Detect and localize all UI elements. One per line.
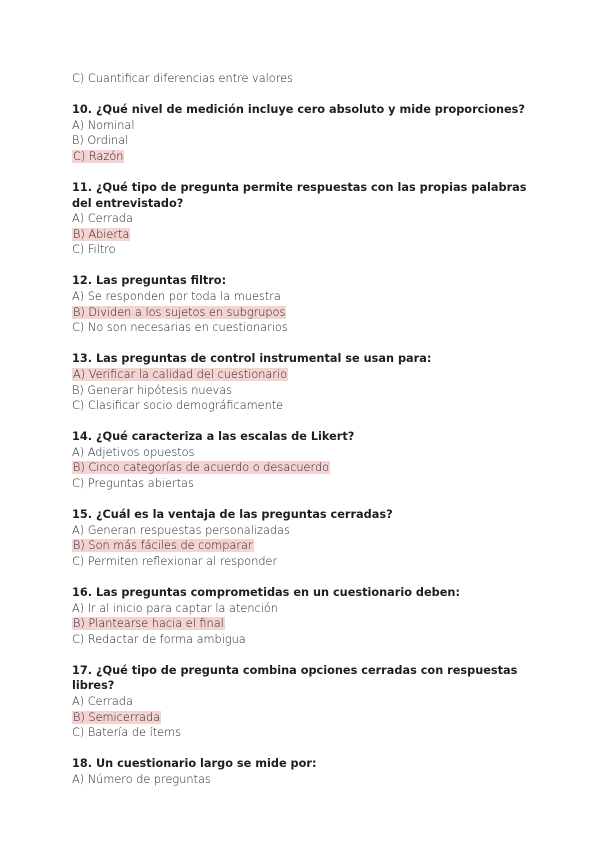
question-block (72, 585, 560, 647)
answer-option (72, 242, 560, 258)
answer-text: A) Número de preguntas (72, 772, 211, 786)
answer-text: A) Cerrada (72, 212, 133, 226)
answer-text: C) Clasificar socio demográficamente (72, 399, 284, 413)
question-title: 13. Las preguntas de control instrumental se usan para: (72, 352, 432, 366)
answer-text: C) Redactar de forma ambigua (72, 632, 246, 646)
answer-text: B) Ordinal (72, 134, 129, 148)
answer-text: A) Nominal (72, 118, 135, 132)
answer-text: C) Batería de ítems (72, 726, 182, 740)
answer-text: A) Se responden por toda la muestra (72, 290, 281, 304)
answer-option (72, 398, 560, 414)
question-title: 16. Las preguntas comprometidas en un cuestionario deben: (72, 585, 460, 599)
highlighted-answer: B) Semicerrada (73, 710, 161, 724)
highlighted-answer: B) Cinco categorías de acuerdo o desacuerdo (73, 461, 330, 475)
question-block (72, 273, 560, 335)
answer-option (72, 538, 560, 554)
highlighted-answer: B) Dividen a los sujetos en subgrupos (73, 305, 286, 319)
answer-option (72, 133, 560, 149)
answer-option (72, 367, 560, 383)
answer-option (72, 305, 560, 321)
answer-option (72, 523, 560, 539)
question-block (72, 351, 560, 413)
question-title: 18. Un cuestionario largo se mide por: (72, 757, 317, 771)
question-block (72, 663, 560, 741)
answer-option (72, 601, 560, 617)
answer-option (72, 383, 560, 399)
answer-option (72, 710, 560, 726)
answer-option (72, 772, 560, 788)
answer-option (72, 725, 560, 741)
answer-text: A) Adjetivos opuestos (72, 445, 195, 459)
answer-text: C) Filtro (72, 243, 116, 257)
answer-text: C) Preguntas abiertas (72, 476, 194, 490)
question-block (72, 429, 560, 491)
question-list (72, 102, 560, 787)
answer-option (72, 289, 560, 305)
highlighted-answer: C) Razón (73, 149, 124, 163)
answer-option (72, 227, 560, 243)
answer-text: A) Ir al inicio para captar la atención (72, 601, 278, 615)
question-title: 15. ¿Cuál es la ventaja de las preguntas cerradas? (72, 508, 393, 522)
answer-text: A) Generan respuestas personalizadas (72, 523, 290, 537)
answer-text: C) Permiten reflexionar al responder (72, 554, 278, 568)
lead-option: C) Cuantificar diferencias entre valores (72, 72, 293, 85)
question-block (72, 507, 560, 569)
question-block (72, 756, 560, 787)
answer-text: C) No son necesarias en cuestionarios (72, 321, 288, 335)
answer-option (72, 460, 560, 476)
answer-option (72, 149, 560, 165)
answer-option (72, 616, 560, 632)
question-title: 14. ¿Qué caracteriza a las escalas de Likert? (72, 430, 355, 444)
question-title: 12. Las preguntas filtro: (72, 274, 227, 288)
question-block (72, 180, 560, 258)
highlighted-answer: B) Son más fáciles de comparar (73, 539, 253, 553)
answer-text: B) Generar hipótesis nuevas (72, 383, 233, 397)
question-title: 10. ¿Qué nivel de medición incluye cero absoluto y mide proporciones? (72, 103, 525, 117)
answer-option (72, 694, 560, 710)
highlighted-answer: B) Plantearse hacia el final (73, 617, 224, 631)
answer-option (72, 445, 560, 461)
answer-option (72, 211, 560, 227)
highlighted-answer: B) Abierta (73, 227, 130, 241)
question-title: 11. ¿Qué tipo de pregunta permite respuestas con las propias palabras del entrevistado? (72, 180, 527, 210)
answer-option (72, 118, 560, 134)
answer-option (72, 554, 560, 570)
answer-text: A) Cerrada (72, 695, 133, 708)
answer-option (72, 476, 560, 492)
highlighted-answer: A) Verificar la calidad del cuestionario (73, 367, 288, 381)
answer-option (72, 632, 560, 648)
question-block (72, 102, 560, 164)
answer-option (72, 320, 560, 336)
question-title: 17. ¿Qué tipo de pregunta combina opciones cerradas con respuestas libres? (72, 663, 518, 693)
